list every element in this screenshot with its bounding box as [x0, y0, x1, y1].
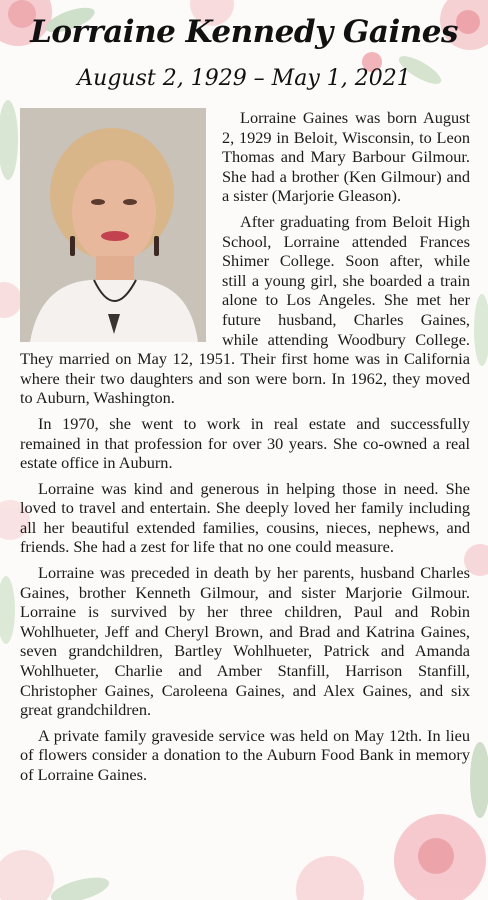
paragraph-career: In 1970, she went to work in real estate and successfully remained in that profession for over 30 years. She co-owned a real estate office in Auburn.: [20, 413, 470, 473]
photo-float-spacer: [20, 108, 216, 342]
paragraph-character: Lorraine was kind and generous in helping those in need. She loved to travel and entertain. She deeply loved her family including all her beautiful extended families, cousins, nieces, nephews, and friends. She had a zest for life that no one could measure.: [20, 478, 470, 557]
paragraph-education-marriage: After graduating from Beloit High School, Lorraine attended Frances Shimer College. Soon after, while still a young girl, she boarded a train alone to Los Angeles. She met her future husband, Charles Gaines, while attending Woodbury College. They married on May 12, 1951. Their first home was in California where their two daughters and son were born. In 1962, they moved to Auburn, Washington.: [20, 211, 470, 408]
paragraph-family: Lorraine was preceded in death by her parents, husband Charles Gaines, brother Kenneth Gilmour, and sister Marjorie Gilmour. Lorraine is survived by her three children, Paul and Robin Wohlhueter, Jeff and Cheryl Brown, and Brad and Katrina Gaines, seven grandchildren, Bartley Wohlhueter, Patrick and Amanda Wohlhueter, Charlie and Amber Stanfill, Harrison Stanfill, Christopher Gaines, Caroleena Gaines, and Alex Gaines, and six great grandchildren.: [20, 563, 470, 720]
obituary-body: [20, 108, 470, 791]
obituary-name: Lorraine Kennedy Gaines: [30, 14, 458, 50]
paragraph-birth: Lorraine Gaines was born August 2, 1929 in Beloit, Wisconsin, to Leon Thomas and Mary Barbour Gilmour. She had a brother (Ken Gilmour) and a sister (Marjorie Gleason).: [222, 108, 470, 206]
paragraph-service: A private family graveside service was held on May 12th. In lieu of flowers consider a donation to the Auburn Food Bank in memory of Lorraine Gaines.: [20, 725, 470, 784]
obituary-dates: August 2, 1929 – May 1, 2021: [77, 66, 411, 91]
